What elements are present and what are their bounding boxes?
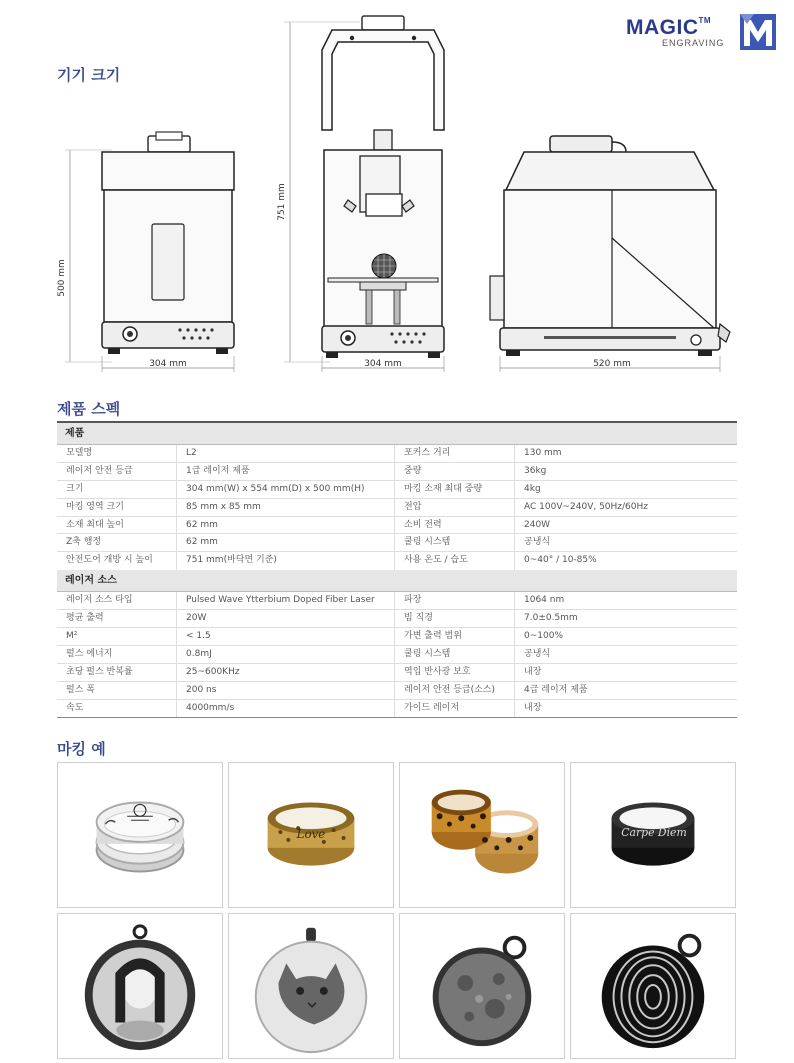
side-depth-label: 520 mm bbox=[593, 359, 631, 369]
section-title-examples: 마킹 예 bbox=[57, 740, 106, 758]
spec-label: 속도 bbox=[57, 700, 177, 718]
spec-value: 1064 nm bbox=[524, 595, 565, 606]
spec-label: 초당 펄스 반복률 bbox=[57, 664, 177, 681]
spec-label: 역입 반사광 보호 bbox=[395, 664, 515, 681]
spec-value: 4급 레이저 제품 bbox=[524, 684, 588, 695]
spec-value: 1급 레이저 제품 bbox=[177, 463, 395, 480]
spec-row bbox=[57, 499, 737, 517]
spec-label: 소비 전력 bbox=[395, 517, 515, 534]
spec-label: 포커스 거리 bbox=[395, 445, 515, 462]
logo-subtitle: ENGRAVING bbox=[662, 38, 725, 48]
spec-label: 빔 직경 bbox=[395, 610, 515, 627]
spec-row bbox=[57, 646, 737, 664]
spec-value: 62 mm bbox=[177, 517, 395, 534]
spec-group-product: 제품 bbox=[57, 423, 737, 445]
spec-label: 마킹 영역 크기 bbox=[57, 499, 177, 516]
spec-label: 파장 bbox=[395, 592, 515, 609]
section-title-size: 기기 크기 bbox=[57, 66, 121, 84]
spec-value: 240W bbox=[524, 519, 551, 530]
spec-value: AC 100V~240V, 50Hz/60Hz bbox=[524, 501, 648, 512]
spec-value: 130 mm bbox=[524, 448, 562, 458]
spec-label: 모델명 bbox=[57, 445, 177, 462]
spec-row bbox=[57, 534, 737, 552]
spec-group-laser-rows bbox=[57, 592, 737, 717]
spec-label: 사용 온도 / 습도 bbox=[395, 552, 515, 570]
portrait-pendant-image bbox=[58, 914, 222, 1058]
silver-ring-image bbox=[58, 763, 222, 907]
spec-value: 내장 bbox=[524, 666, 542, 677]
spec-value: 4000mm/s bbox=[177, 700, 395, 718]
spec-table bbox=[57, 421, 737, 718]
spec-value: 0~40° / 10-85% bbox=[524, 555, 597, 566]
spec-value: 200 ns bbox=[177, 682, 395, 699]
gold-ring-engraving: Love bbox=[296, 826, 326, 841]
spec-row bbox=[57, 682, 737, 700]
example-cat-pendant bbox=[228, 913, 394, 1059]
example-gold-ring bbox=[228, 762, 394, 908]
example-black-ring bbox=[570, 762, 736, 908]
spec-value: 공냉식 bbox=[524, 648, 551, 659]
black-ring-engraving: Carpe Diem bbox=[621, 825, 687, 839]
spec-label: 레이저 안전 등급(소스) bbox=[395, 682, 515, 699]
spec-row bbox=[57, 445, 737, 463]
spec-value: 36kg bbox=[524, 465, 547, 476]
spec-value: 62 mm bbox=[177, 534, 395, 551]
black-ring-image bbox=[571, 763, 735, 907]
open-view-diagram bbox=[270, 14, 460, 374]
spec-label: 가변 출력 범위 bbox=[395, 628, 515, 645]
spec-value: 0~100% bbox=[524, 631, 563, 642]
gold-ring-image bbox=[229, 763, 393, 907]
spec-label: 평균 출력 bbox=[57, 610, 177, 627]
spec-row bbox=[57, 664, 737, 682]
open-width-label: 304 mm bbox=[364, 359, 402, 369]
open-height-label: 751 mm bbox=[277, 183, 287, 221]
spec-row bbox=[57, 517, 737, 535]
spec-value: 4kg bbox=[524, 483, 541, 494]
example-portrait-pendant bbox=[57, 913, 223, 1059]
spec-label: M² bbox=[57, 628, 177, 645]
spec-label: 안전도어 개방 시 높이 bbox=[57, 552, 177, 570]
front-width-label: 304 mm bbox=[149, 359, 187, 369]
spec-value: 85 mm x 85 mm bbox=[177, 499, 395, 516]
spec-label: 쿨링 시스템 bbox=[395, 646, 515, 663]
logo-m-icon bbox=[740, 14, 776, 50]
spec-label: 펄스 폭 bbox=[57, 682, 177, 699]
moon-pendant-image bbox=[400, 914, 564, 1058]
example-fingerprint-pendant bbox=[570, 913, 736, 1059]
spec-value: 공냉식 bbox=[524, 537, 551, 548]
example-moon-pendant bbox=[399, 913, 565, 1059]
spec-row bbox=[57, 610, 737, 628]
cat-pendant-image bbox=[229, 914, 393, 1058]
example-silver-ring bbox=[57, 762, 223, 908]
spec-row bbox=[57, 481, 737, 499]
spec-label: 마킹 소재 최대 중량 bbox=[395, 481, 515, 498]
spec-value: 20W bbox=[177, 610, 395, 627]
spec-row bbox=[57, 552, 737, 570]
front-view-diagram bbox=[52, 128, 252, 373]
spec-group-laser-source: 레이저 소스 bbox=[57, 570, 737, 592]
logo-wordmark: MAGIC™ bbox=[626, 16, 712, 39]
spec-value: 304 mm(W) x 554 mm(D) x 500 mm(H) bbox=[177, 481, 395, 498]
section-title-spec: 제품 스펙 bbox=[57, 400, 121, 418]
spec-label: 소재 최대 높이 bbox=[57, 517, 177, 534]
side-view-diagram bbox=[484, 128, 740, 373]
spec-label: 레이저 소스 타입 bbox=[57, 592, 177, 609]
spec-value: L2 bbox=[177, 445, 395, 462]
spec-label: 쿨링 시스템 bbox=[395, 534, 515, 551]
spec-value: 7.0±0.5mm bbox=[524, 613, 578, 624]
spec-value: 25~600KHz bbox=[177, 664, 395, 681]
spec-label: Z축 행정 bbox=[57, 534, 177, 551]
fingerprint-pendant-image bbox=[571, 914, 735, 1058]
spec-value: < 1.5 bbox=[177, 628, 395, 645]
spec-label: 크기 bbox=[57, 481, 177, 498]
example-leopard-rings bbox=[399, 762, 565, 908]
spec-value: 내장 bbox=[524, 702, 542, 713]
spec-label: 펄스 에너지 bbox=[57, 646, 177, 663]
spec-label: 전압 bbox=[395, 499, 515, 516]
front-height-label: 500 mm bbox=[57, 259, 67, 297]
spec-value: Pulsed Wave Ytterbium Doped Fiber Laser bbox=[177, 592, 395, 609]
spec-label: 레이저 안전 등급 bbox=[57, 463, 177, 480]
spec-label: 중량 bbox=[395, 463, 515, 480]
spec-row bbox=[57, 592, 737, 610]
spec-row bbox=[57, 628, 737, 646]
spec-label: 가이드 레이저 bbox=[395, 700, 515, 718]
spec-value: 751 mm(바닥면 기준) bbox=[177, 552, 395, 570]
spec-row bbox=[57, 700, 737, 718]
leopard-rings-image bbox=[400, 763, 564, 907]
spec-group-product-rows bbox=[57, 445, 737, 570]
spec-value: 0.8mJ bbox=[177, 646, 395, 663]
brand-logo bbox=[626, 12, 776, 52]
spec-row bbox=[57, 463, 737, 481]
